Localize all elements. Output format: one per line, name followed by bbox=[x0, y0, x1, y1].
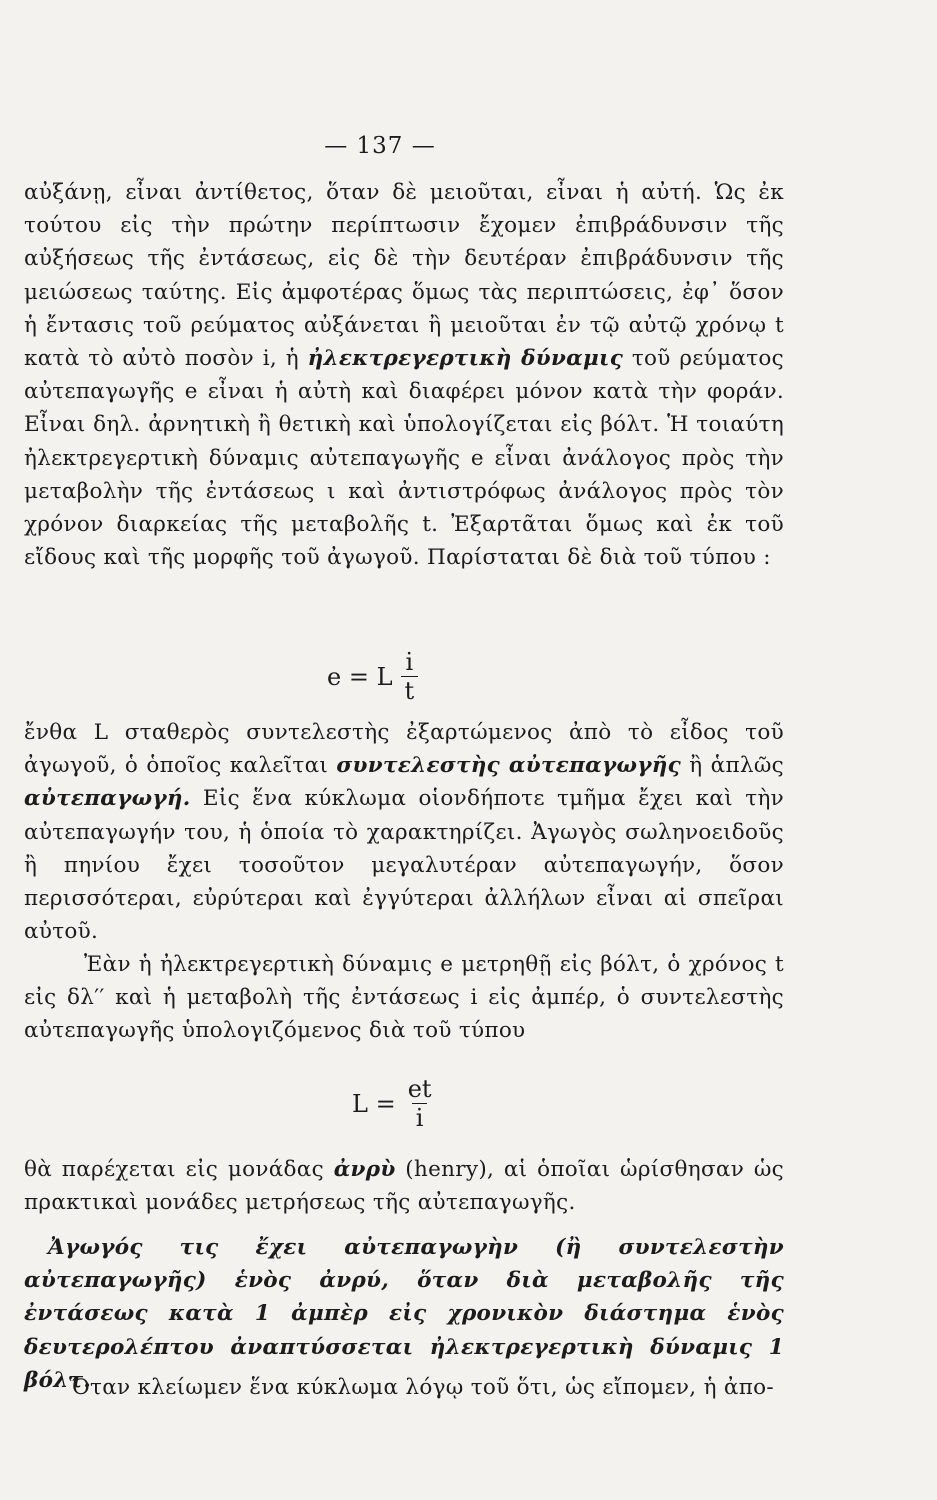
formula-2-numerator: et bbox=[407, 1075, 432, 1103]
definition-paragraph: Ἀγωγός τις ἔχει αὐτεπαγωγὴν (ἢ συντελεστὴν αὐτεπαγωγῆς) ἑνὸς ἀνρύ, ὅταν διὰ μεταβολῆς τῆς ἐντάσεως κατὰ 1 ἀμπὲρ εἰς χρονικὸν διάστημα ἑνὸς δευτερολέπτου ἀναπτύσσεται ἠλεκτρεγερτικὴ δύναμις 1 βόλτ. bbox=[24, 1235, 784, 1393]
formula-inductance bbox=[352, 1075, 436, 1132]
term-henry: ἀνρὺ bbox=[333, 1157, 396, 1182]
paragraph-4-text-a: θὰ παρέχεται εἰς μονάδας bbox=[24, 1157, 334, 1182]
paragraph-3: Ἐὰν ἡ ἠλεκτρεγερτικὴ δύναμις e μετρηθῇ εἰς βόλτ, ὁ χρόνος t εἰς δλ′′ καὶ ἡ μεταβολὴ τῆς ἐντάσεως i εἰς ἀμπέρ, ὁ συντελεστὴς αὐτεπαγωγῆς ὑπολογιζόμενος διὰ τοῦ τύπου bbox=[24, 952, 784, 1044]
term-inductance-coefficient: συντελεστὴς αὐτεπαγωγῆς bbox=[336, 753, 682, 779]
paragraph-4-text-b: (henry), αἱ ὁποῖαι ὡρίσθησαν ὡς πρακτικαὶ μονάδες μετρήσεως τῆς αὐτεπαγωγῆς. bbox=[24, 1157, 784, 1216]
paragraph-2-text-c: Εἰς ἕνα κύκλωμα οἱονδήποτε τμῆμα ἔχει καὶ τὴν αὐτεπαγωγήν του, ἡ ὁποία τὸ χαρακτηρίζει. Ἀγωγὸς σωληνοειδοῦς ἢ πηνίου ἔχει τοσοῦτον μεγαλυτέραν αὐτεπαγωγήν, ὅσον περισσότεραι, εὐρύτεραι καὶ ἐγγύτεραι ἀλλήλων εἶναι αἱ σπεῖραι αὐτοῦ. bbox=[24, 786, 784, 945]
term-inductance: αὐτεπαγωγή. bbox=[24, 786, 191, 812]
formula-1-numerator: i bbox=[405, 648, 414, 676]
formula-1-denominator: t bbox=[401, 676, 419, 705]
paragraph-1-text-a: αὐξάνῃ, εἶναι ἀντίθετος, ὅταν δὲ μειοῦται, εἶναι ἡ αὐτή. Ὡς ἐκ τούτου εἰς τὴν πρώτην περίπτωσιν ἔχομεν ἐπιβράδυνσιν τῆς αὐξήσεως τῆς ἐντάσεως, εἰς δὲ τὴν δευτέραν ἐπιβράδυνσιν τῆς μειώσεως ταύτης. Εἰς ἀμφοτέρας ὅμως τὰς περιπτώσεις, ἐφ᾽ ὅσον ἡ ἔντασις τοῦ ρεύματος αὐξάνεται ἢ μειοῦται ἐν τῷ αὐτῷ χρόνῳ t κατὰ τὸ αὐτὸ ποσὸν i, ἡ bbox=[24, 180, 784, 372]
formula-1-fraction bbox=[401, 648, 419, 705]
formula-2-fraction bbox=[404, 1075, 436, 1132]
paragraph-1-text-b: τοῦ ρεύματος αὐτεπαγωγῆς e εἶναι ἡ αὐτὴ καὶ διαφέρει μόνον κατὰ τὴν φοράν. Εἶναι δηλ. ἀρνητικὴ ἢ θετικὴ καὶ ὑπολογίζεται εἰς βόλτ. Ἡ τοιαύτη ἠλεκτρεγερτικὴ δύναμις αὐτεπαγωγῆς e εἶναι ἀνάλογος πρὸς τὴν μεταβολὴν τῆς ἐντάσεως ι καὶ ἀντιστρόφως ἀνάλογος πρὸς τὸν χρόνον διαρκείας τῆς μεταβολῆς t. Ἐξαρτᾶται ὅμως καὶ ἐκ τοῦ εἴδους καὶ τῆς μορφῆς τοῦ ἀγωγοῦ. Παρίσταται δὲ διὰ τοῦ τύπου : bbox=[24, 346, 784, 571]
paragraph-4 bbox=[24, 1153, 784, 1219]
page-number: — 137 — bbox=[324, 133, 436, 159]
formula-2-lhs: L = bbox=[352, 1089, 396, 1118]
paragraph-2 bbox=[24, 716, 784, 948]
paragraph-2-text-a: ἔνθα L σταθερὸς συντελεστὴς ἐξαρτώμενος ἀπὸ τὸ εἶδος τοῦ ἀγωγοῦ, ὁ ὁποῖος καλεῖται bbox=[24, 720, 784, 779]
paragraph-6: Ὅταν κλείωμεν ἕνα κύκλωμα λόγῳ τοῦ ὅτι, ὡς εἴπομεν, ἡ ἀπο- bbox=[69, 1375, 774, 1400]
formula-2-denominator: i bbox=[412, 1103, 428, 1132]
paragraph-2-text-b: ἢ ἁπλῶς bbox=[681, 753, 784, 779]
term-emf: ἠλεκτρεγερτικὴ δύναμις bbox=[307, 346, 624, 372]
formula-emf bbox=[327, 648, 418, 705]
paragraph-1 bbox=[24, 176, 784, 574]
formula-1-lhs: e = L bbox=[327, 662, 393, 691]
